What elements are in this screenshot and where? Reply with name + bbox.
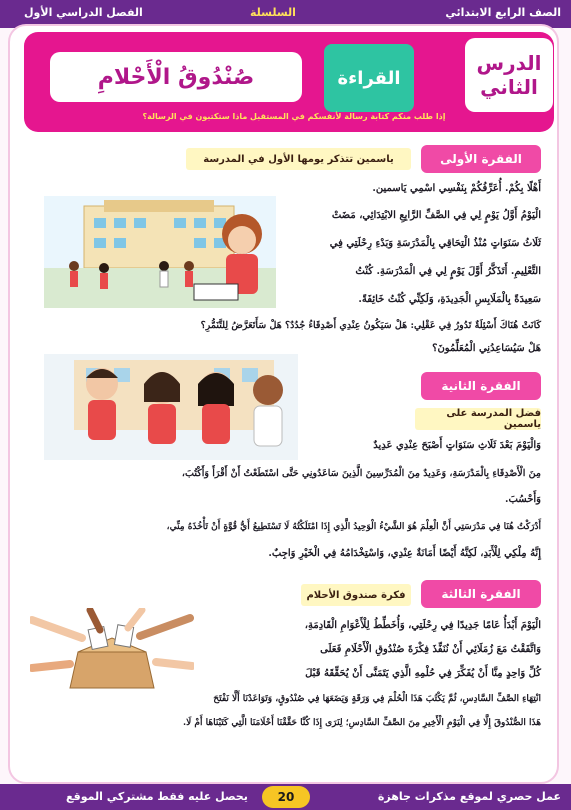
section3-line: وَاتَّفَقْتُ مَعَ زُمَلَائِي أَنْ نُنَفِّذَ فِكْرَةَ صُنْدُوقِ الْأَحْلَامِ فَعَلَى: [320, 644, 541, 655]
lesson-word: الدرس: [476, 51, 542, 75]
dream-box-illustration: [30, 608, 194, 694]
section2-line: وَأَحْسُبَ.: [504, 494, 541, 505]
section1-line: هَلْ سَيُسَاعِدُنِي الْمُعَلِّمُونَ؟: [432, 343, 541, 354]
grade-label: الصف الرابع الابتدائي: [445, 6, 561, 19]
school-illustration: [44, 196, 276, 308]
section2-line: وَالْيَوْمَ بَعْدَ ثَلَاثِ سَنَوَاتٍ أَصْبَحَ عِنْدِي عَدِيدٌ: [373, 440, 541, 451]
section3-line: هَذَا الصُّنْدُوقَ إِلَّا فِي الْيَوْمِ الْأَخِيرِ مِنَ الصَّفِّ السَّادِسِ؛ لِنَرَى إِذَا كُنَّا حَقَّقْنَا أَحْلَامَنَا الَّتِي كَتَبْنَاهَا أَمْ لَا.: [183, 718, 541, 728]
section1-subtitle: ياسمين تتذكر يومها الأول في المدرسة: [186, 148, 411, 170]
section2-label: الفقرة الثانية: [421, 372, 541, 400]
lesson-ordinal: الثاني: [480, 75, 538, 99]
section3-label: الفقرة الثالثة: [421, 580, 541, 608]
footer-note: يحصل عليه فقط مشتركي الموقع: [66, 790, 248, 803]
subject-badge: القراءة: [324, 44, 414, 112]
friends-illustration: [44, 354, 298, 460]
section2-line: أَدْرَكْتُ هُنَا فِي مَدْرَسَتِي أَنَّ الْعِلْمَ هُوَ الشَّيْءُ الْوَحِيدُ الَّذِي إِذَا امْتَلَكْتُهُ لَا تَسْتَطِيعُ أَيُّ قُوَّةٍ أَنْ تَأْخُذَهُ مِنِّي،: [166, 522, 541, 532]
page-number: 20: [262, 786, 310, 808]
section1-label: الفقرة الأولى: [421, 145, 541, 173]
section1-line: كَانَتْ هُنَاكَ أَسْئِلَةٌ تَدُورُ فِي عَقْلِي: هَلْ سَيَكُونُ عِنْدِي أَصْدِقَاءُ جُدُدٌ؟ هَلْ سَأَتَعَرَّضُ لِلتَّنَمُّرِ؟: [200, 320, 541, 331]
section3-line: كُلِّ وَاحِدٍ مِنَّا أَنْ يُفَكِّرَ فِي حُلْمِهِ الَّذِي يَتَمَنَّى أَنْ يُحَقِّقَهُ قَبْلَ: [305, 668, 541, 679]
section1-line: الْيَوْمُ أَوَّلُ يَوْمٍ لِي فِي الصَّفِّ الرَّابِعِ الابْتِدَائِي، مَضَتْ: [331, 210, 541, 221]
section2-subtitle: فضل المدرسة على ياسمين: [415, 408, 541, 430]
warmup-question: إذا طلب منكم كتابة رسالة لأنفسكم في المستقبل ماذا ستكتبون في الرسالة؟: [142, 112, 446, 121]
section3-subtitle: فكرة صندوق الأحلام: [301, 584, 411, 606]
term-label: الفصل الدراسي الأول: [24, 6, 143, 19]
lesson-title: صُنْدُوقُ الْأَحْلامِ: [50, 52, 302, 102]
section1-line: ثَلَاثُ سَنَوَاتٍ مُنْذُ الْتِحَاقِي بِالْمَدْرَسَةِ وَبَدْءِ رِحْلَتِي فِي: [329, 238, 541, 249]
section2-line: إِنَّهُ مِلْكِي لِلْأَبَدِ، لَكِنَّهُ أَيْضًا أَمَانَةٌ عِنْدِي، وَاسْتِخْدَامُهُ فِي الْخَيْرِ وَاجِبٌ.: [268, 548, 541, 559]
series-label: السلسلة: [250, 6, 296, 19]
lesson-number-box: [465, 38, 553, 112]
section3-line: انْتِهَاءِ الصَّفِّ السَّادِسِ، ثُمَّ يَكْتُبَ هَذَا الْحُلْمَ فِي وَرَقَةٍ وَيَضَعَهَا فِي صُنْدُوقٍ، وَتَوَاعَدْنَا أَلَّا نَفْتَحَ: [213, 694, 541, 704]
section2-line: مِنَ الْأَصْدِقَاءِ بِالْمَدْرَسَةِ، وَعَدِيدٌ مِنَ الْمُدَرِّسِينَ الَّذِينَ سَاعَدُونِي حَتَّى اسْتَطَعْتُ أَنْ أَقْرَأَ وَأَكْتُبَ،: [181, 468, 541, 479]
section1-line: أَهْلًا بِكُمْ. أُعَرِّفُكُمْ بِنَفْسِي اسْمِي يَاسمين.: [372, 183, 541, 194]
section1-line: سَعِيدَةً بِالْمَلَابِسِ الْجَدِيدَةِ، وَلَكِنِّي كُنْتُ خَائِفَةً.: [358, 294, 541, 305]
footer-credit: عمل حصري لموقع مذكرات جاهزة: [377, 790, 561, 803]
section1-line: التَّعْلِيمِ. أَتَذَكَّرُ أَوَّلَ يَوْمٍ لِي فِي الْمَدْرَسَةِ. كُنْتُ: [355, 266, 541, 277]
section3-line: الْيَوْمَ أَبْدَأُ عَامًا جَدِيدًا فِي رِحْلَتِي، وَأُخَطِّطُ لِلْأَعْوَامِ الْقَادِمَةِ،: [304, 620, 541, 631]
